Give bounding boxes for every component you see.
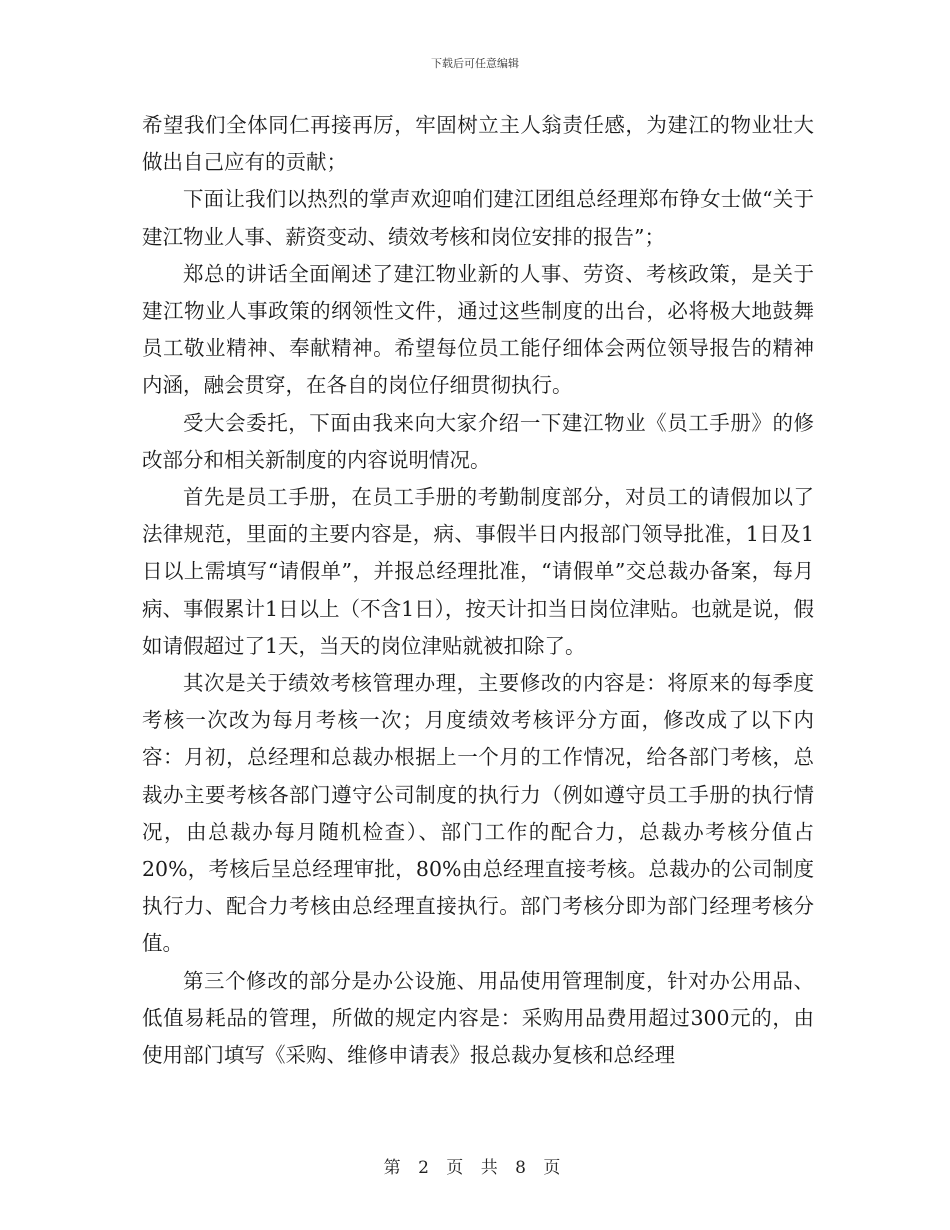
paragraph-2: 下面让我们以热烈的掌声欢迎咱们建江团组总经理郑布铮女士做“关于建江物业人事、薪资变动、绩效考核和岗位安排的报告”； (142, 187, 814, 249)
page-number-footer: 第 2 页 共 8 页 (383, 1158, 567, 1178)
paragraph-3: 郑总的讲话全面阐述了建江物业新的人事、劳资、考核政策，是关于建江物业人事政策的纲领性文件，通过这些制度的出台，必将极大地鼓舞员工敬业精神、奉献精神。希望每位员工能仔细体会两位领导报告的精神内涵，融会贯穿，在各自的岗位仔细贯彻执行。 (142, 261, 814, 398)
paragraph-6: 其次是关于绩效考核管理办理，主要修改的内容是：将原来的每季度考核一次改为每月考核一次；月度绩效考核评分方面，修改成了以下内容：月初，总经理和总裁办根据上一个月的工作情况，给各部门考核，总裁办主要考核各部门遵守公司制度的执行力（例如遵守员工手册的执行情况，由总裁办每月随机检查）、部门工作的配合力，总裁办考核分值占20%，考核后呈总经理审批，80%由总经理直接考核。总裁办的公司制度执行力、配合力考核由总经理直接执行。部门考核分即为部门经理考核分值。 (142, 671, 814, 956)
paragraph-7: 第三个修改的部分是办公设施、用品使用管理制度，针对办公用品、低值易耗品的管理，所做的规定内容是：采购用品费用超过300元的，由使用部门填写《采购、维修申请表》报总裁办复核和总经理 (142, 968, 814, 1068)
page-header: 下载后可任意编辑 (431, 57, 519, 70)
paragraph-4: 受大会委托，下面由我来向大家介绍一下建江物业《员工手册》的修改部分和相关新制度的内容说明情况。 (142, 410, 814, 472)
document-body (142, 107, 814, 1074)
paragraph-5: 首先是员工手册，在员工手册的考勤制度部分，对员工的请假加以了法律规范，里面的主要内容是，病、事假半日内报部门领导批准，1日及1日以上需填写“请假单”，并报总经理批准，“请假单”交总裁办备案，每月病、事假累计1日以上（不含1日），按天计扣当日岗位津贴。也就是说，假如请假超过了1天，当天的岗位津贴就被扣除了。 (142, 485, 814, 658)
paragraph-1: 希望我们全体同仁再接再厉，牢固树立主人翁责任感，为建江的物业壮大做出自己应有的贡献； (142, 113, 814, 175)
